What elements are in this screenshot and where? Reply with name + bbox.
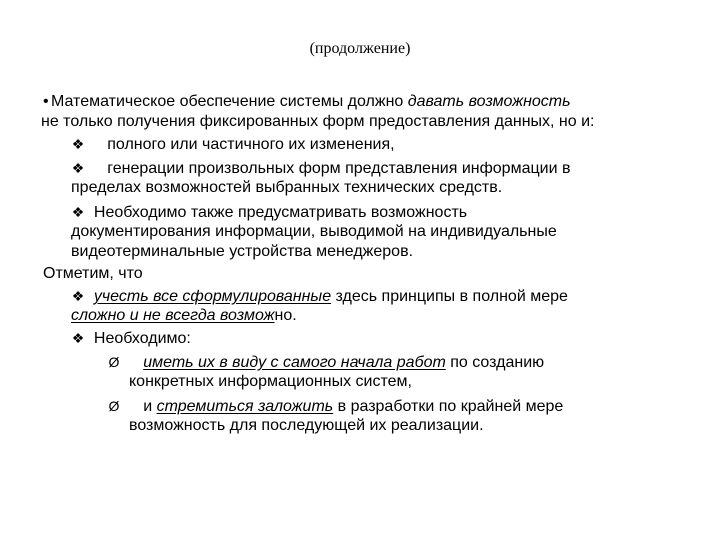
list-item-text: Необходимо:	[93, 330, 191, 347]
list-item	[43, 158, 703, 178]
sub-list-text: возможность для последующей их реализации.	[129, 417, 484, 434]
paragraph-line	[41, 112, 703, 132]
list-item-continuation	[43, 242, 703, 262]
diamond-bullet-icon: ❖	[71, 288, 85, 304]
list-item-italic: учесть все сформулированные	[93, 288, 332, 305]
sub-list-item	[43, 396, 703, 416]
sub-list-item	[43, 352, 703, 372]
list-item-italic: сложно и не всегда возмож	[71, 307, 275, 324]
list-item	[43, 328, 703, 348]
note-line	[43, 264, 703, 284]
list-item-text: пределах возможностей выбранных технических средств.	[71, 179, 503, 196]
paragraph-italic: давать возможность	[407, 93, 571, 110]
list-item	[43, 286, 703, 306]
list-item-text: но.	[274, 307, 297, 324]
slide-title: (продолжение)	[309, 40, 411, 57]
bullet-dot-icon: •	[43, 93, 49, 110]
list-item-continuation	[43, 178, 703, 198]
sub-list-continuation	[43, 372, 703, 392]
sub-list-continuation	[43, 416, 703, 436]
paragraph-text: Математическое обеспечение системы должно	[51, 93, 408, 110]
list-item-text: Необходимо также предусматривать возможность	[93, 204, 468, 221]
sub-list-italic: иметь их в виду с самого начала работ	[143, 354, 446, 371]
list-item-text: здесь принципы в полной мере	[331, 288, 568, 305]
diamond-bullet-icon: ❖	[71, 204, 85, 220]
paragraph-text: не только получения фиксированных форм предоставления данных, но и:	[41, 113, 595, 130]
list-item-text: документирования информации, выводимой на индивидуальные	[71, 223, 557, 240]
list-item-continuation	[43, 222, 703, 242]
sub-list-text: по созданию	[445, 354, 545, 371]
list-item	[43, 202, 703, 222]
arrow-bullet-icon: Ø	[108, 354, 120, 370]
list-item-continuation	[43, 306, 703, 326]
sub-list-italic: стремиться заложить	[156, 398, 334, 415]
sub-list-text: в разработки по крайней мере	[333, 398, 564, 415]
arrow-bullet-icon: Ø	[108, 398, 120, 414]
list-item-text: полного или частичного их изменения,	[107, 136, 395, 153]
list-item-text: видеотерминальные устройства менеджеров.	[71, 243, 414, 260]
diamond-bullet-icon: ❖	[71, 136, 85, 152]
paragraph-line	[43, 92, 703, 112]
sub-list-text: и	[143, 398, 157, 415]
list-item	[43, 134, 703, 154]
sub-list-text: конкретных информационных систем,	[129, 373, 412, 390]
diamond-bullet-icon: ❖	[71, 160, 85, 176]
diamond-bullet-icon: ❖	[71, 330, 85, 346]
slide-body	[43, 92, 703, 436]
note-text: Отметим, что	[43, 265, 143, 282]
list-item-text: генерации произвольных форм представления информации в	[107, 160, 571, 177]
